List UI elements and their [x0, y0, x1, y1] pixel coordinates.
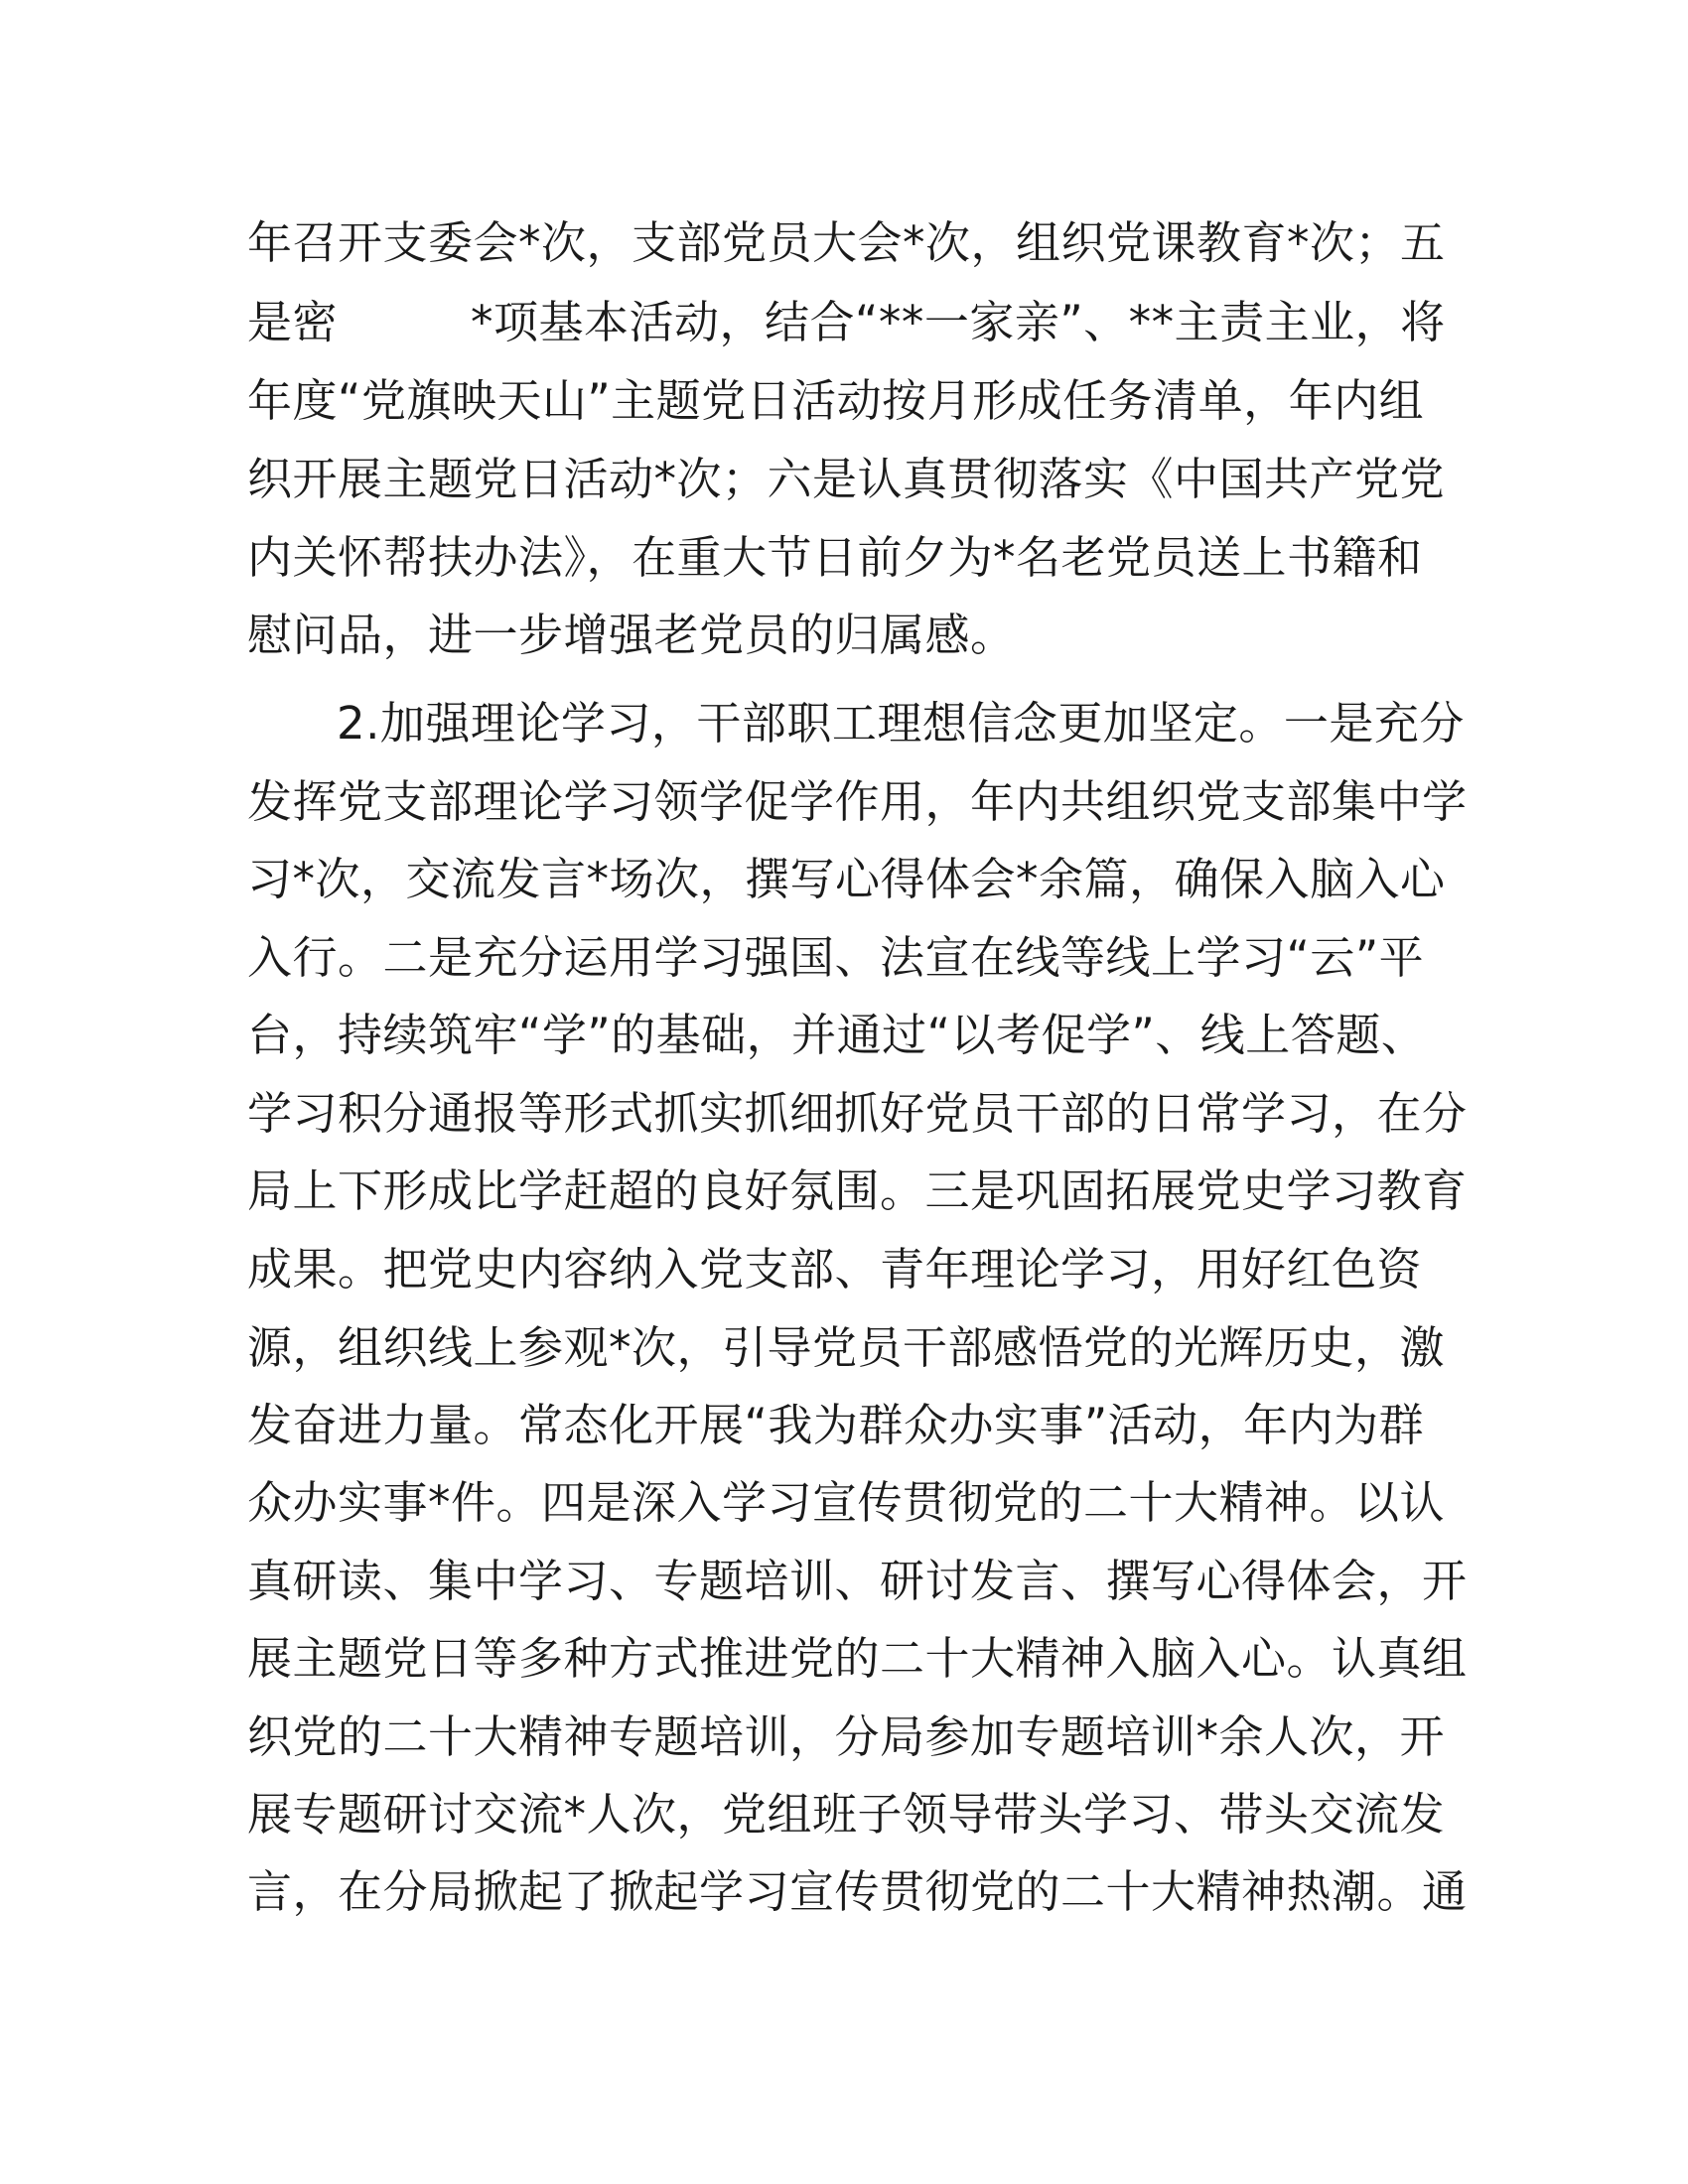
paragraph-2-line-9: 源，组织线上参观*次，引导党员干部感悟党的光辉历史，激: [247, 1321, 1446, 1374]
paragraph-2-line-7: 局上下形成比学赶超的良好氛围。三是巩固拓展党史学习教育: [247, 1164, 1468, 1217]
paragraph-1-line-3: 年度“党旗映天山”主题党日活动按月形成任务清单，年内组: [247, 374, 1425, 427]
paragraph-2-line-3: 习*次，交流发言*场次，撰写心得体会*余篇，确保入脑入心: [247, 853, 1446, 905]
paragraph-1-line-2: [247, 283, 1446, 362]
paragraph-2-line-4: 入行。二是充分运用学习强国、法宣在线等线上学习“云”平: [247, 931, 1425, 984]
paragraph-1-line-2-end: *项基本活动，结合“**一家亲”、**主责主业，将: [471, 296, 1446, 348]
paragraph-2-line-15: 展专题研讨交流*人次，党组班子领导带头学习、带头交流发: [247, 1788, 1446, 1841]
paragraph-1-line-5: 内关怀帮扶办法》，在重大节日前夕为*名老党员送上书籍和: [247, 531, 1423, 584]
paragraph-2-line-8: 成果。把党史内容纳入党支部、青年理论学习，用好红色资: [247, 1243, 1423, 1296]
paragraph-1-line-2-start: 是密: [247, 296, 339, 348]
paragraph-2-line-14: 织党的二十大精神专题培训，分局参加专题培训*余人次，开: [247, 1710, 1446, 1763]
paragraph-2-line-1: 2.加强理论学习，干部职工理想信念更加坚定。一是充分: [337, 697, 1465, 750]
paragraph-2-line-2: 发挥党支部理论学习领学促学作用，年内共组织党支部集中学: [247, 775, 1468, 828]
paragraph-2-line-11: 众办实事*件。四是深入学习宣传贯彻党的二十大精神。以认: [247, 1476, 1446, 1529]
paragraph-2-line-12: 真研读、集中学习、专题培训、研讨发言、撰写心得体会，开: [247, 1555, 1468, 1607]
paragraph-1-line-6: 慰问品，进一步增强老党员的归属感。: [247, 609, 1016, 661]
paragraph-2-line-16: 言，在分局掀起了掀起学习宣传贯彻党的二十大精神热潮。通: [247, 1865, 1468, 1918]
paragraph-2-line-10: 发奋进力量。常态化开展“我为群众办实事”活动，年内为群: [247, 1399, 1425, 1451]
paragraph-2-line-5: 台，持续筑牢“学”的基础，并通过“以考促学”、线上答题、: [247, 1009, 1427, 1061]
paragraph-2-line-13: 展主题党日等多种方式推进党的二十大精神入脑入心。认真组: [247, 1632, 1468, 1685]
paragraph-2-line-6: 学习积分通报等形式抓实抓细抓好党员干部的日常学习，在分: [247, 1087, 1468, 1140]
paragraph-1-line-1: 年召开支委会*次，支部党员大会*次，组织党课教育*次；五: [247, 216, 1446, 269]
paragraph-1-line-4: 织开展主题党日活动*次；六是认真贯彻落实《中国共产党党: [247, 453, 1446, 505]
